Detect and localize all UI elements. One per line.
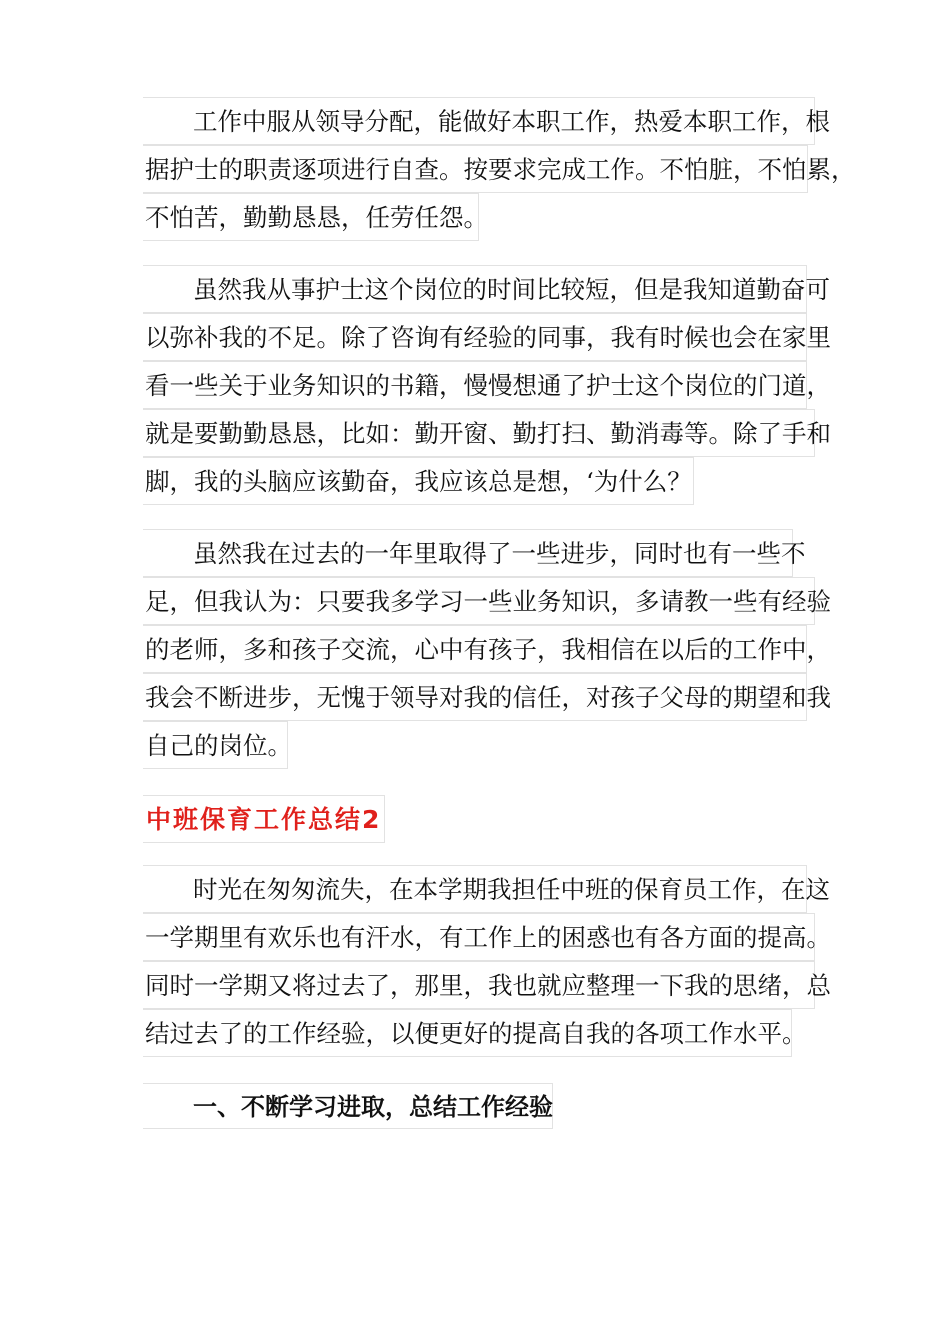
section-title: 中班保育工作总结2 (143, 795, 385, 843)
paragraph-1-line-2: 据护士的职责逐项进行自查。按要求完成工作。不怕脏，不怕累， (143, 145, 808, 193)
paragraph-3-line-1: 虽然我在过去的一年里取得了一些进步，同时也有一些不 (143, 529, 793, 577)
paragraph-3-line-3: 的老师，多和孩子交流，心中有孩子，我相信在以后的工作中， (143, 625, 807, 673)
paragraph-4-line-1: 时光在匆匆流失，在本学期我担任中班的保育员工作，在这 (143, 865, 807, 913)
subheading: 一、不断学习进取，总结工作经验 (143, 1083, 553, 1129)
paragraph-1-line-1: 工作中服从领导分配，能做好本职工作，热爱本职工作，根 (143, 97, 815, 145)
paragraph-2-line-1: 虽然我从事护士这个岗位的时间比较短，但是我知道勤奋可 (143, 265, 807, 313)
paragraph-4-line-3: 同时一学期又将过去了，那里，我也就应整理一下我的思绪，总 (143, 961, 815, 1009)
paragraph-1-line-3: 不怕苦，勤勤恳恳，任劳任怨。 (143, 193, 479, 241)
paragraph-3-line-4: 我会不断进步，无愧于领导对我的信任，对孩子父母的期望和我 (143, 673, 807, 721)
paragraph-2-line-4: 就是要勤勤恳恳，比如：勤开窗、勤打扫、勤消毒等。除了手和 (143, 409, 815, 457)
paragraph-2-line-3: 看一些关于业务知识的书籍，慢慢想通了护士这个岗位的门道， (143, 361, 807, 409)
paragraph-4-line-4: 结过去了的工作经验，以便更好的提高自我的各项工作水平。 (143, 1009, 792, 1057)
paragraph-3-line-2: 足，但我认为：只要我多学习一些业务知识，多请教一些有经验 (143, 577, 815, 625)
paragraph-2-line-2: 以弥补我的不足。除了咨询有经验的同事，我有时候也会在家里 (143, 313, 807, 361)
paragraph-3-line-5: 自己的岗位。 (143, 721, 288, 769)
paragraph-4-line-2: 一学期里有欢乐也有汗水，有工作上的困惑也有各方面的提高。 (143, 913, 815, 961)
paragraph-2-line-5: 脚，我的头脑应该勤奋，我应该总是想，‘为什么？ (143, 457, 694, 505)
